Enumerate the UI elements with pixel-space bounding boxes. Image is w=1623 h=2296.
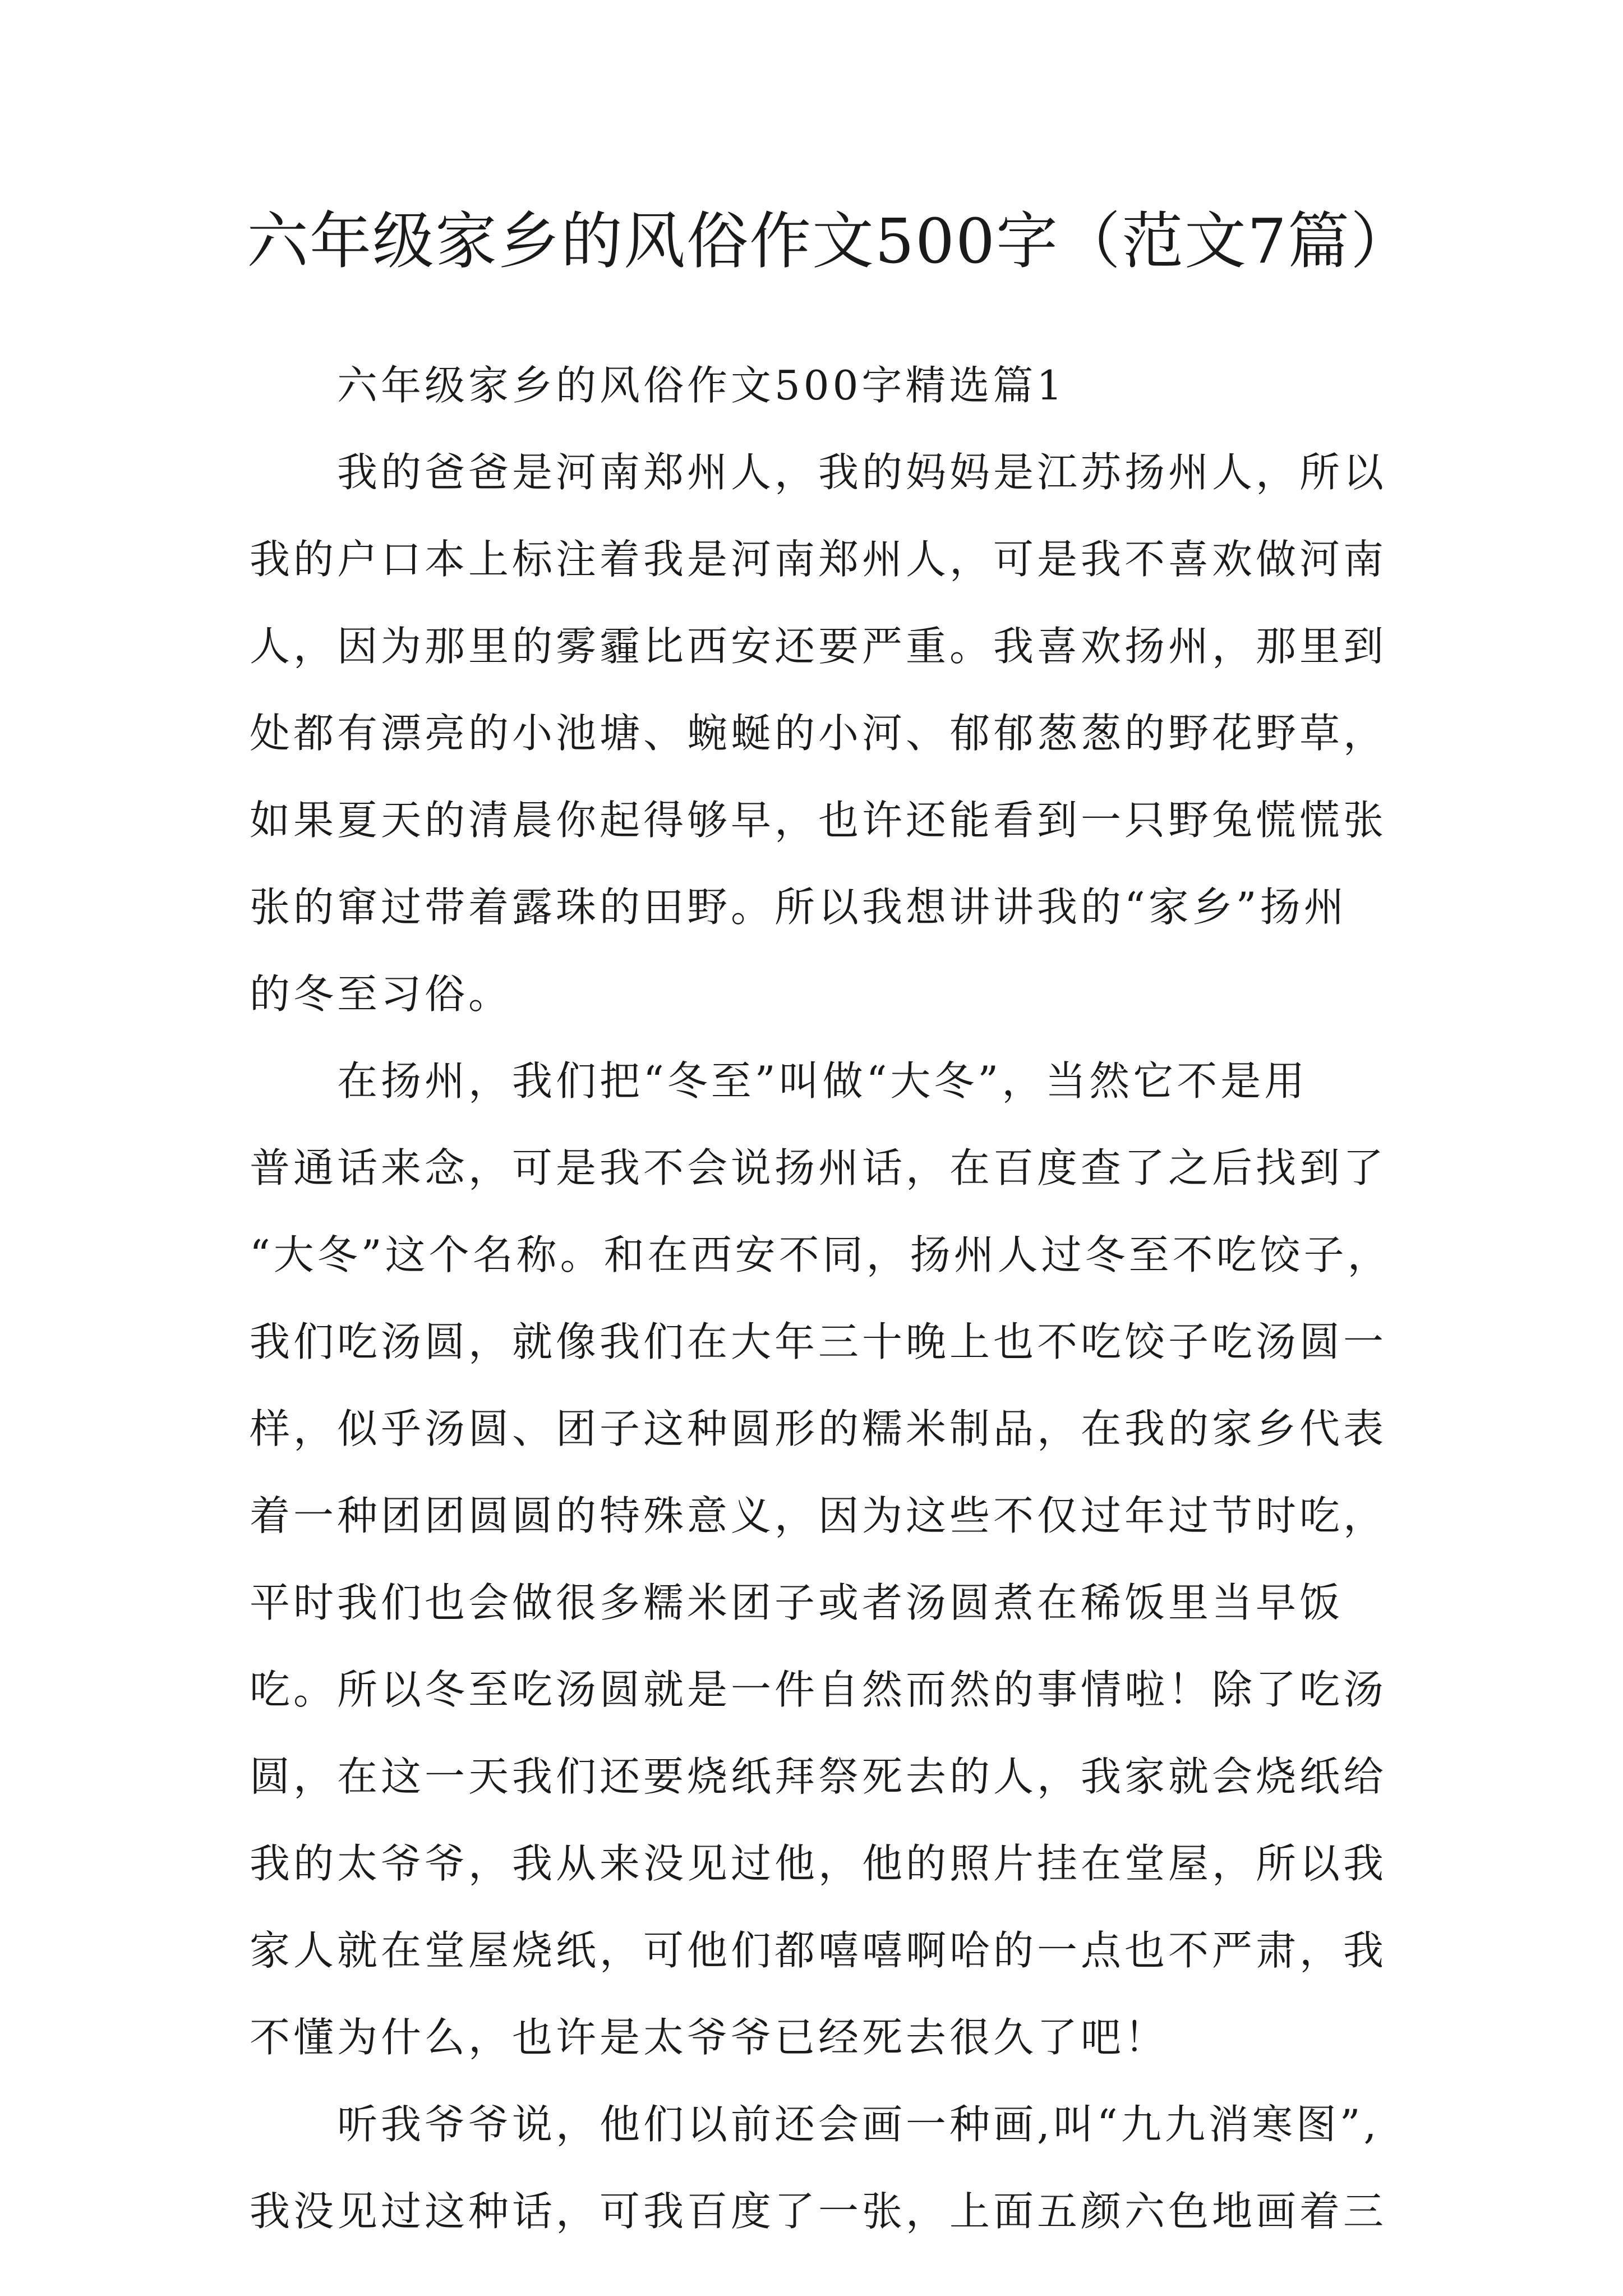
paragraph-line: 我的太爷爷，我从来没见过他，他的照片挂在堂屋，所以我: [250, 1840, 1387, 1887]
document-title: 六年级家乡的风俗作文500字（范文7篇）: [247, 205, 1413, 277]
paragraph-line: 如果夏天的清晨你起得够早，也许还能看到一只野兔慌慌张: [250, 797, 1387, 844]
paragraph-line: 我的爸爸是河南郑州人，我的妈妈是江苏扬州人，所以: [337, 449, 1387, 496]
paragraph-line: 家人就在堂屋烧纸，可他们都嘻嘻啊哈的一点也不严肃，我: [250, 1927, 1387, 1974]
paragraph-line: 不懂为什么，也许是太爷爷已经死去很久了吧！: [250, 2014, 1169, 2061]
paragraph-line: “大冬”这个名称。和在西安不同，扬州人过冬至不吃饺子，: [250, 1231, 1391, 1278]
paragraph-line: 圆，在这一天我们还要烧纸拜祭死去的人，我家就会烧纸给: [250, 1753, 1387, 1800]
document-body: [250, 342, 1391, 2255]
paragraph-line: 张的窜过带着露珠的田野。所以我想讲讲我的“家乡”扬州: [250, 884, 1348, 931]
paragraph-line: 我没见过这种话，可我百度了一张，上面五颜六色地画着三: [250, 2188, 1387, 2235]
paragraph-3: [250, 2081, 1387, 2255]
paragraph-line: 我们吃汤圆，就像我们在大年三十晚上也不吃饺子吃汤圆一: [250, 1318, 1387, 1365]
paragraph-line: 在扬州，我们把“冬至”叫做“大冬”，当然它不是用: [337, 1057, 1308, 1105]
paragraph-line: 的冬至习俗。: [250, 970, 513, 1018]
paragraph-line: 样，似乎汤圆、团子这种圆形的糯米制品，在我的家乡代表: [250, 1405, 1387, 1452]
paragraph-2: [250, 1038, 1391, 2081]
paragraph-1: [250, 429, 1387, 1038]
paragraph-line: 我的户口本上标注着我是河南郑州人，可是我不喜欢做河南: [250, 536, 1387, 583]
paragraph-line: 吃。所以冬至吃汤圆就是一件自然而然的事情啦！除了吃汤: [250, 1666, 1387, 1713]
paragraph-line: 听我爷爷说，他们以前还会画一种画,叫“九九消寒图”,: [337, 2101, 1380, 2148]
paragraph-line: 普通话来念，可是我不会说扬州话，在百度查了之后找到了: [250, 1144, 1387, 1191]
section-heading: 六年级家乡的风俗作文500字精选篇1: [337, 362, 1066, 409]
paragraph-line: 平时我们也会做很多糯米团子或者汤圆煮在稀饭里当早饭: [250, 1579, 1344, 1626]
paragraph-line: 人，因为那里的雾霾比西安还要严重。我喜欢扬州，那里到: [250, 623, 1387, 670]
paragraph-line: 着一种团团圆圆的特殊意义，因为这些不仅过年过节时吃，: [250, 1492, 1387, 1539]
paragraph-line: 处都有漂亮的小池塘、蜿蜒的小河、郁郁葱葱的野花野草，: [250, 710, 1387, 757]
